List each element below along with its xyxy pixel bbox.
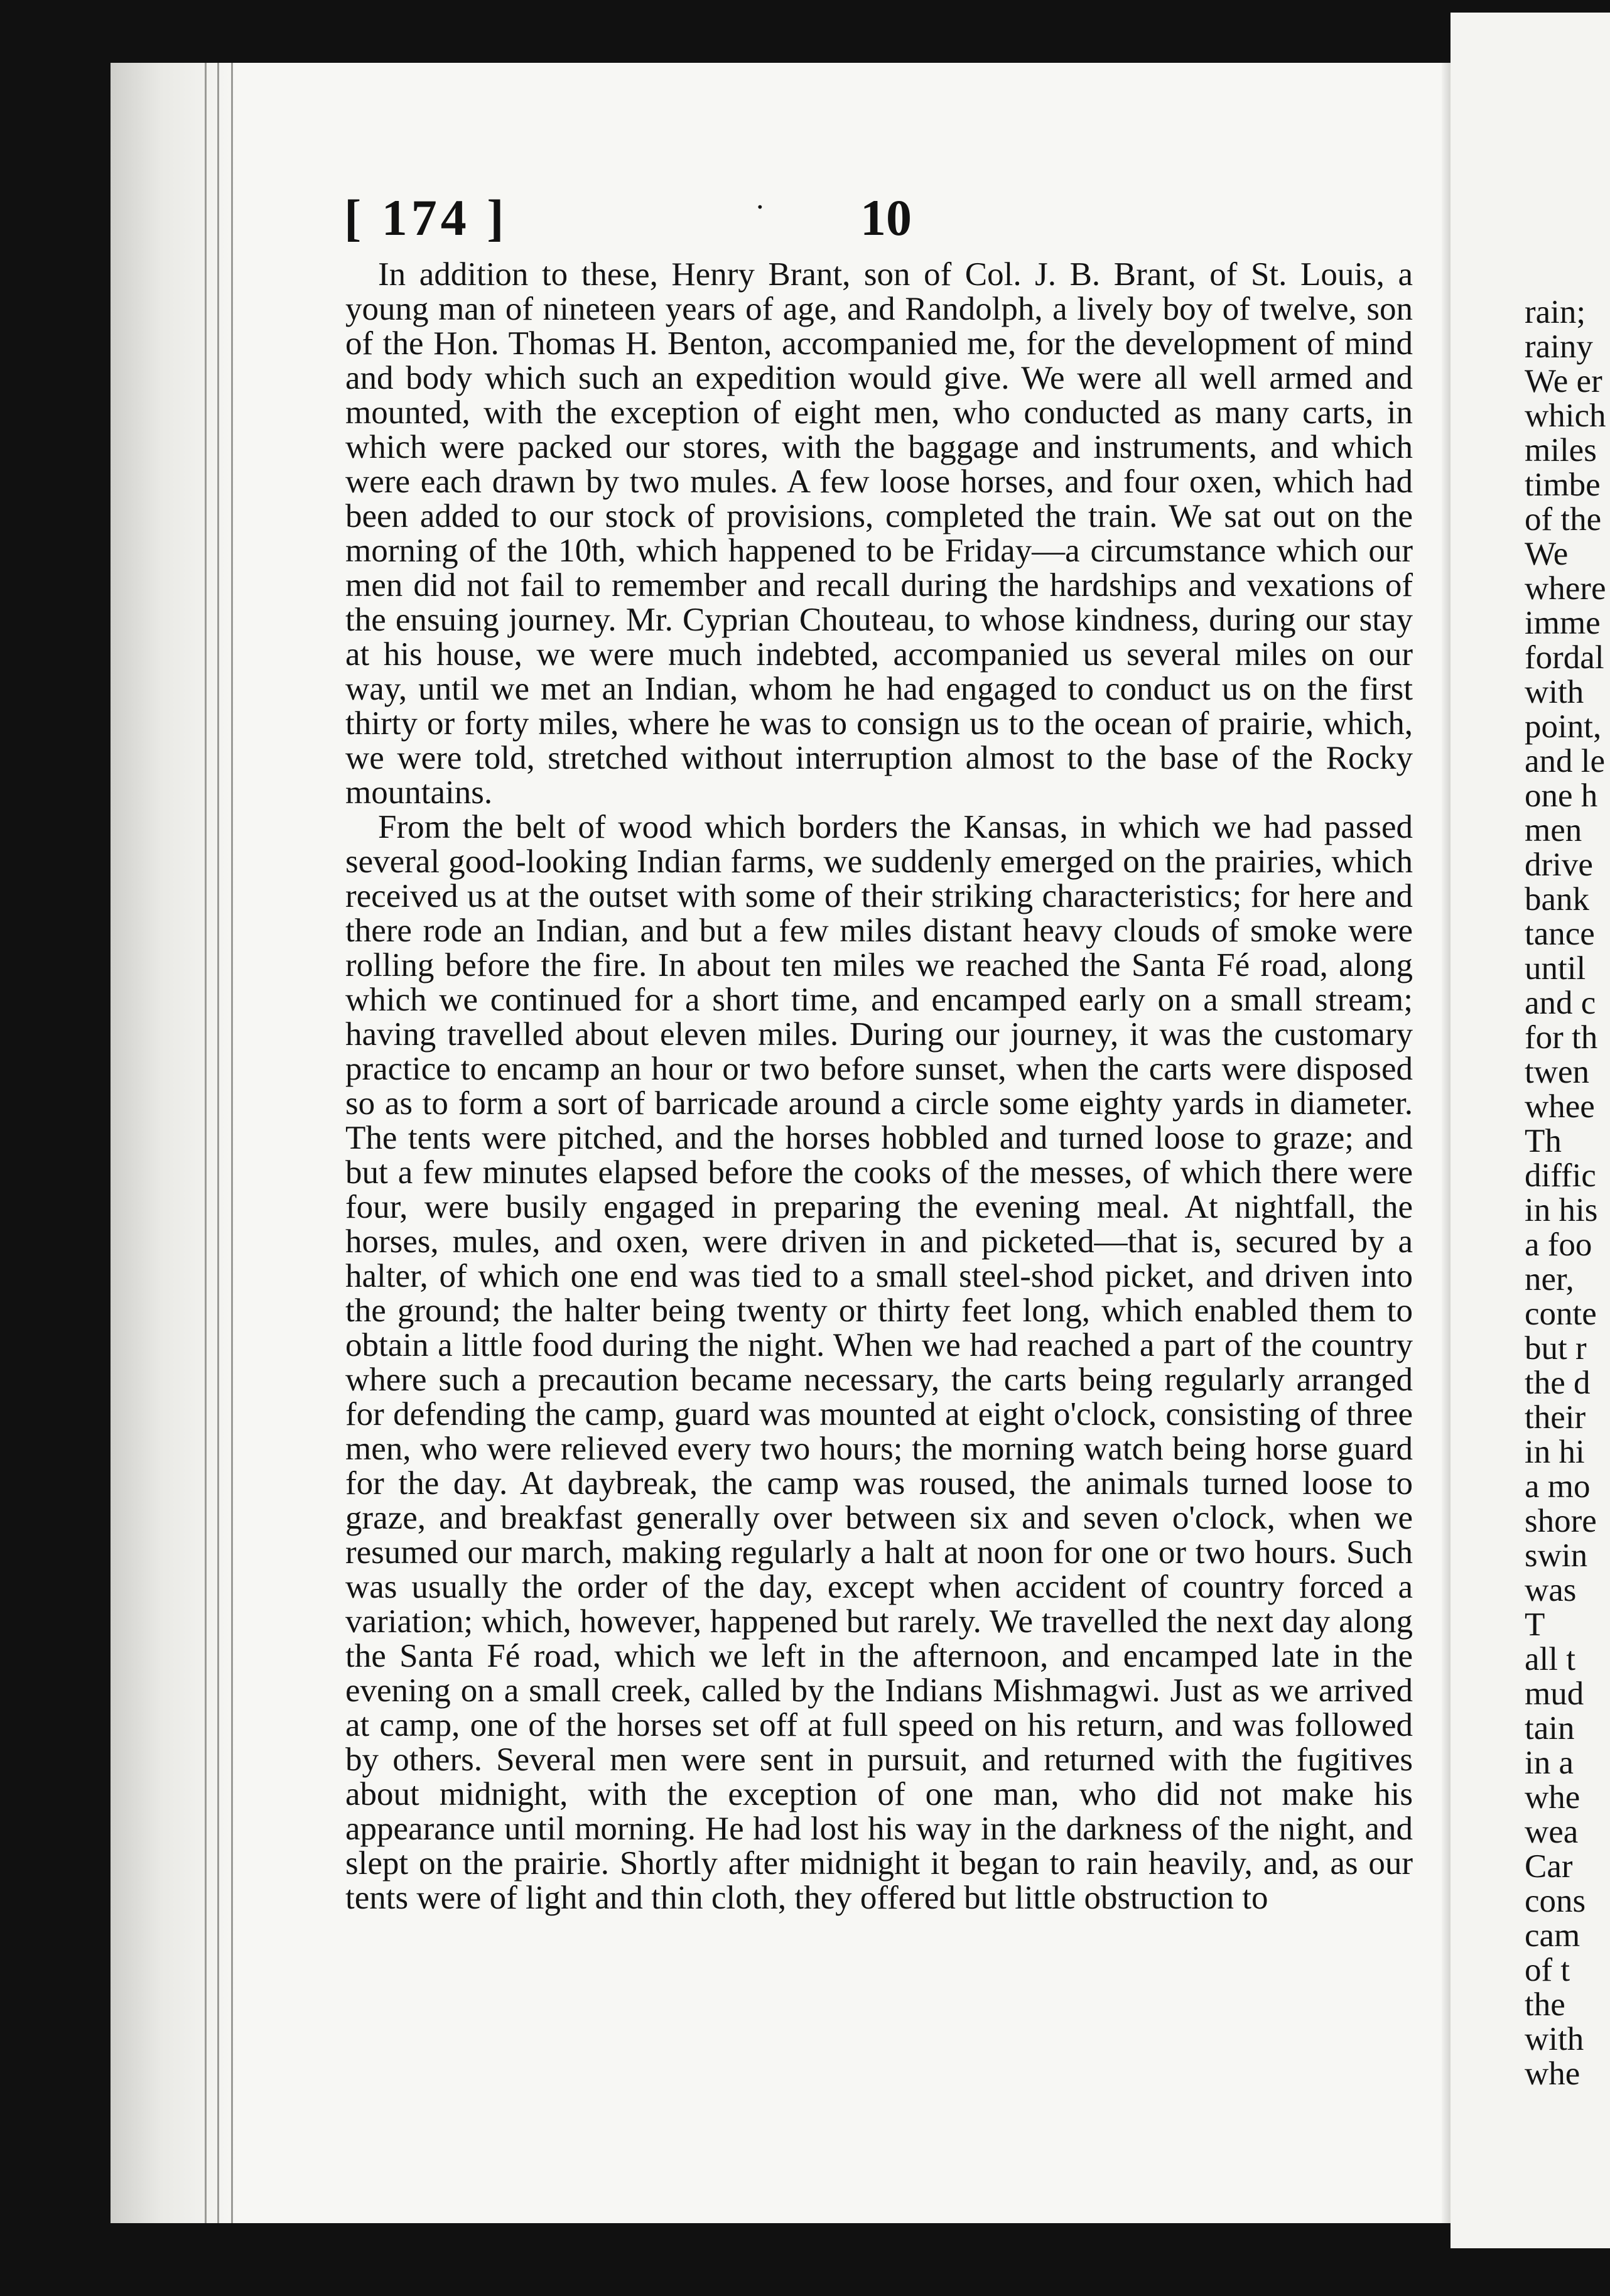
facing-page-line: tance bbox=[1525, 916, 1595, 952]
facing-page-line: Car bbox=[1525, 1848, 1573, 1885]
facing-page-line: wea bbox=[1525, 1814, 1579, 1850]
facing-page-line: ner, bbox=[1525, 1261, 1574, 1297]
facing-page-line: a mo bbox=[1525, 1468, 1591, 1505]
facing-page-line: the d bbox=[1525, 1365, 1591, 1401]
facing-page-line: mud bbox=[1525, 1676, 1584, 1712]
facing-page-line: conte bbox=[1525, 1296, 1597, 1332]
paragraph: In addition to these, Henry Brant, son of Col. J. B. Brant, of St. Louis, a young man of nineteen years of age, and Randolph, a lively boy of twelve, son of the Hon. Thomas H. Benton, accompanied me, for the development of mind and body which such an expedition would give. We were all well armed and mounted, with the exception of eight men, who conducted as many carts, in which were packed our stores, with the baggage and instruments, and which were each drawn by two mules. A few loose horses, and four oxen, which had been added to our stock of provisions, completed the train. We sat out on the morning of the 10th, which happened to be Friday—a circumstance which our men did not fail to remember and recall during the hardships and vexations of the ensuing journey. Mr. Cyprian Chouteau, to whose kindness, during our stay at his house, we were much indebted, accompanied us several miles on our way, until we met an Indian, whom he had engaged to conduct us on the first thirty or forty miles, where he was to consign us to the ocean of prairie, which, we were told, stretched without interruption almost to the base of the Rocky mountains. bbox=[345, 256, 1413, 811]
facing-page-line: with bbox=[1525, 674, 1584, 710]
facing-page-line: in his bbox=[1525, 1192, 1598, 1228]
facing-page-line: with bbox=[1525, 2021, 1584, 2057]
facing-page-line: miles bbox=[1525, 432, 1597, 468]
facing-page-line: shore bbox=[1525, 1503, 1597, 1539]
body-text bbox=[345, 257, 1413, 1915]
facing-page-line: but r bbox=[1525, 1330, 1587, 1367]
facing-page-line: for th bbox=[1525, 1019, 1598, 1056]
facing-page-line: timbe bbox=[1525, 467, 1601, 503]
facing-page-line: fordal bbox=[1525, 639, 1604, 676]
facing-page-line: which bbox=[1525, 398, 1606, 434]
facing-page-line: swin bbox=[1525, 1537, 1588, 1574]
facing-page-line: and c bbox=[1525, 985, 1596, 1021]
facing-page-line: tain bbox=[1525, 1710, 1575, 1746]
facing-page-line: the bbox=[1525, 1986, 1565, 2023]
facing-page-line: where bbox=[1525, 570, 1606, 607]
facing-page-line: bank bbox=[1525, 881, 1590, 918]
facing-page-line: cons bbox=[1525, 1883, 1586, 1919]
binding-rule bbox=[231, 63, 233, 2223]
facing-page-line: their bbox=[1525, 1399, 1586, 1436]
facing-page-line: a foo bbox=[1525, 1227, 1592, 1263]
facing-page-line: rain; bbox=[1525, 294, 1586, 330]
binding-rule bbox=[205, 63, 207, 2223]
facing-page-line: imme bbox=[1525, 605, 1601, 641]
facing-page-line: twen bbox=[1525, 1054, 1590, 1090]
facing-page-line: rainy bbox=[1525, 328, 1593, 365]
facing-page-line: diffic bbox=[1525, 1157, 1596, 1194]
facing-page-line: Th bbox=[1525, 1123, 1562, 1159]
binding-edge bbox=[111, 63, 236, 2223]
facing-page-line: whe bbox=[1525, 2055, 1580, 2092]
facing-page-line: We bbox=[1525, 536, 1569, 572]
facing-page-line: of the bbox=[1525, 501, 1602, 538]
facing-page-line: We er bbox=[1525, 363, 1602, 399]
binding-rule bbox=[217, 63, 219, 2223]
facing-page-line: until bbox=[1525, 950, 1586, 987]
facing-page-line: one h bbox=[1525, 777, 1598, 814]
facing-page-line: in a bbox=[1525, 1745, 1574, 1781]
facing-page-line: was bbox=[1525, 1572, 1577, 1608]
facing-page-line: in hi bbox=[1525, 1434, 1585, 1470]
facing-page-line: whe bbox=[1525, 1779, 1580, 1816]
facing-page-line: drive bbox=[1525, 847, 1593, 883]
facing-page-line: all t bbox=[1525, 1641, 1575, 1677]
facing-page-line: whee bbox=[1525, 1088, 1595, 1125]
page-number: 10 bbox=[860, 189, 912, 246]
facing-page-line: and le bbox=[1525, 743, 1606, 779]
bracketed-page-number: [ 174 ] bbox=[344, 189, 508, 246]
facing-page-line: of t bbox=[1525, 1952, 1570, 1988]
paragraph: From the belt of wood which borders the Kansas, in which we had passed several good-looking Indian farms, we suddenly emerged on the prairies, which received us at the outset with some of their striking characteristics; for here and there rode an Indian, and but a few miles distant heavy clouds of smoke were rolling before the fire. In about ten miles we reached the Santa Fé road, along which we continued for a short time, and encamped early on a small stream; having travelled about eleven miles. During our journey, it was the customary practice to encamp an hour or two before sunset, when the carts were disposed so as to form a sort of barricade around a circle some eighty yards in diameter. The tents were pitched, and the horses hobbled and turned loose to graze; and but a few minutes elapsed before the cooks of the messes, of which there were four, were busily engaged in preparing the evening meal. At nightfall, the horses, mules, and oxen, were driven in and picketed—that is, secured by a halter, of which one end was tied to a small steel-shod picket, and driven into the ground; the halter being twenty or thirty feet long, which enabled them to obtain a little food during the night. When we had reached a part of the country where such a precaution became necessary, the carts being regularly arranged for defending the camp, guard was mounted at eight o'clock, consisting of three men, who were relieved every two hours; the morning watch being horse guard for the day. At daybreak, the camp was roused, the animals turned loose to graze, and breakfast generally over between six and seven o'clock, when we resumed our march, making regularly a halt at noon for one or two hours. Such was usually the order of the day, except when accident of country forced a variation; which, however, happened but rarely. We travelled the next day along the Santa Fé road, which we left in the afternoon, and encamped late in the evening on a small creek, called by the Indians Mishmagwi. Just as we arrived at camp, one of the horses set off at full speed on his return, and was followed by others. Several men were sent in pursuit, and returned with the fugitives about midnight, with the exception of one man, who did not make his appearance until morning. He had lost his way in the darkness of the night, and slept on the prairie. Shortly after midnight it began to rain heavily, and, as our tents were of light and thin cloth, they offered but little obstruction to bbox=[345, 809, 1413, 1916]
facing-page-line: point, bbox=[1525, 708, 1602, 745]
facing-page-line: men bbox=[1525, 812, 1582, 848]
facing-page-text bbox=[1525, 295, 1610, 2091]
facing-page-line: cam bbox=[1525, 1917, 1580, 1954]
facing-page-line: T bbox=[1525, 1606, 1545, 1643]
ink-dot: · bbox=[755, 189, 765, 224]
